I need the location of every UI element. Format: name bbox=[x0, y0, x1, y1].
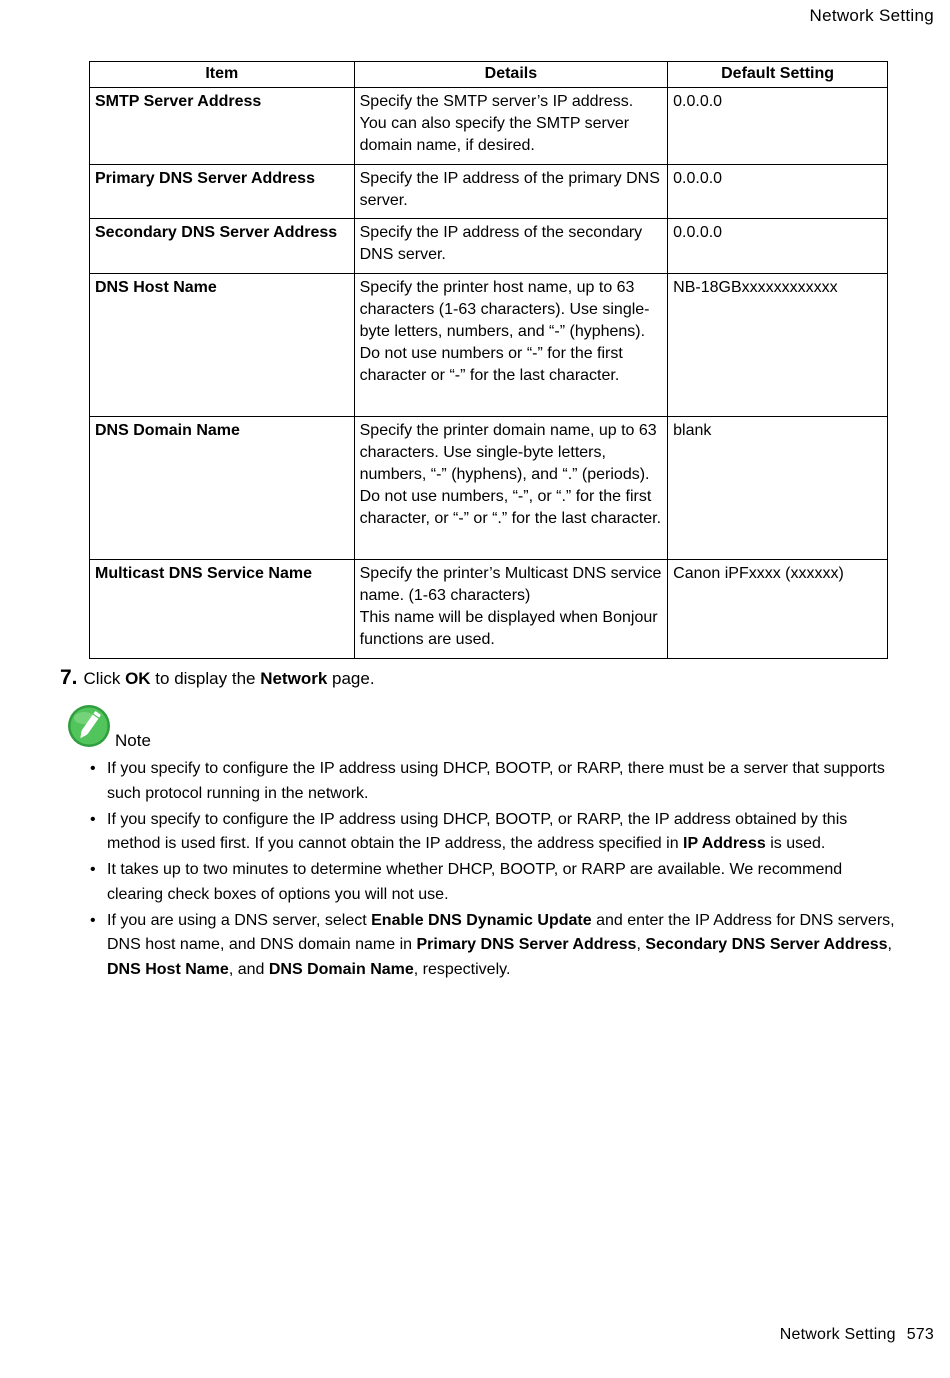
table-row bbox=[90, 88, 888, 165]
details-cell: Specify the IP address of the primary DNS server. bbox=[354, 165, 668, 219]
step-text: Click bbox=[83, 669, 126, 688]
note-text: , and bbox=[228, 960, 269, 978]
item-cell: DNS Domain Name bbox=[90, 417, 355, 560]
default-cell: 0.0.0.0 bbox=[668, 88, 888, 165]
table-row bbox=[90, 560, 888, 659]
details-cell: Specify the printer domain name, up to 63 characters. Use single-byte letters, numbers, “-” (hyphens), and “.” (periods). Do not use numbers, “-”, or “.” for the first character, or “-” or “.” for the last character. bbox=[354, 417, 668, 560]
default-cell: 0.0.0.0 bbox=[668, 165, 888, 219]
enable-dns-dynamic-update-term: Enable DNS Dynamic Update bbox=[371, 911, 592, 929]
note-text: , respectively. bbox=[413, 960, 511, 978]
primary-dns-term: Primary DNS Server Address bbox=[416, 936, 637, 953]
column-header-item: Item bbox=[90, 62, 355, 88]
list-item bbox=[90, 808, 895, 857]
settings-table bbox=[89, 61, 888, 659]
default-cell: Canon iPFxxxx (xxxxxx) bbox=[668, 560, 888, 659]
item-cell: SMTP Server Address bbox=[90, 88, 355, 165]
note-label: Note bbox=[115, 731, 151, 750]
details-cell: Specify the printer host name, up to 63 characters (1-63 characters). Use single-byte letters, numbers, and “-” (hyphens). Do not use numbers or “-” for the first character or “-” for the last character. bbox=[354, 274, 668, 417]
note-text: If you specify to configure the IP address using DHCP, BOOTP, or RARP, the IP address obtained by this method is used first. If you cannot obtain the IP address, the address specified in bbox=[107, 810, 848, 852]
list-item bbox=[90, 757, 895, 806]
footer-section: Network Setting bbox=[779, 1326, 896, 1343]
details-cell: Specify the printer’s Multicast DNS service name. (1-63 characters) This name will be displayed when Bonjour functions are used. bbox=[354, 560, 668, 659]
ok-term: OK bbox=[125, 669, 151, 688]
details-cell: Specify the SMTP server’s IP address. You can also specify the SMTP server domain name, if desired. bbox=[354, 88, 668, 165]
note-text: It takes up to two minutes to determine whether DHCP, BOOTP, or RARP are available. We recommend clearing check boxes of options you will not use. bbox=[107, 861, 843, 903]
table-row bbox=[90, 165, 888, 219]
item-cell: Multicast DNS Service Name bbox=[90, 560, 355, 659]
default-cell: NB-18GBxxxxxxxxxxxx bbox=[668, 274, 888, 417]
dns-domain-name-term: DNS Domain Name bbox=[268, 960, 414, 978]
step-text: page. bbox=[327, 669, 375, 688]
step-text: to display the bbox=[150, 669, 261, 688]
step-number: 7. bbox=[60, 666, 78, 689]
note-text: , bbox=[887, 936, 892, 953]
item-cell: Secondary DNS Server Address bbox=[90, 219, 355, 274]
note-text: If you are using a DNS server, select bbox=[107, 911, 372, 929]
default-cell: blank bbox=[668, 417, 888, 560]
column-header-default: Default Setting bbox=[668, 62, 888, 88]
table-row bbox=[90, 417, 888, 560]
default-cell: 0.0.0.0 bbox=[668, 219, 888, 274]
table-row bbox=[90, 219, 888, 274]
network-term: Network bbox=[260, 669, 328, 688]
table-row bbox=[90, 274, 888, 417]
list-item bbox=[90, 858, 895, 907]
list-item bbox=[90, 909, 895, 983]
step-7 bbox=[60, 666, 375, 690]
dns-host-name-term: DNS Host Name bbox=[107, 960, 229, 978]
item-cell: Primary DNS Server Address bbox=[90, 165, 355, 219]
item-cell: DNS Host Name bbox=[90, 274, 355, 417]
column-header-details: Details bbox=[354, 62, 668, 88]
details-cell: Specify the IP address of the secondary DNS server. bbox=[354, 219, 668, 274]
secondary-dns-term: Secondary DNS Server Address bbox=[645, 936, 888, 953]
note-text: is used. bbox=[765, 835, 826, 852]
page-footer bbox=[780, 1326, 934, 1344]
note-text: If you specify to configure the IP address using DHCP, BOOTP, or RARP, there must be a server that supports such protocol running in the network. bbox=[107, 760, 885, 802]
table-header-row bbox=[90, 62, 888, 88]
note-text: and enter the IP Address for DNS servers, DNS host name, and DNS domain name in bbox=[107, 911, 895, 953]
note-text: , bbox=[636, 936, 646, 953]
ip-address-term: IP Address bbox=[683, 835, 766, 852]
page-number: 573 bbox=[906, 1326, 934, 1343]
pencil-note-icon bbox=[67, 704, 111, 748]
running-header: Network Setting bbox=[809, 6, 934, 25]
note-list bbox=[90, 757, 895, 984]
